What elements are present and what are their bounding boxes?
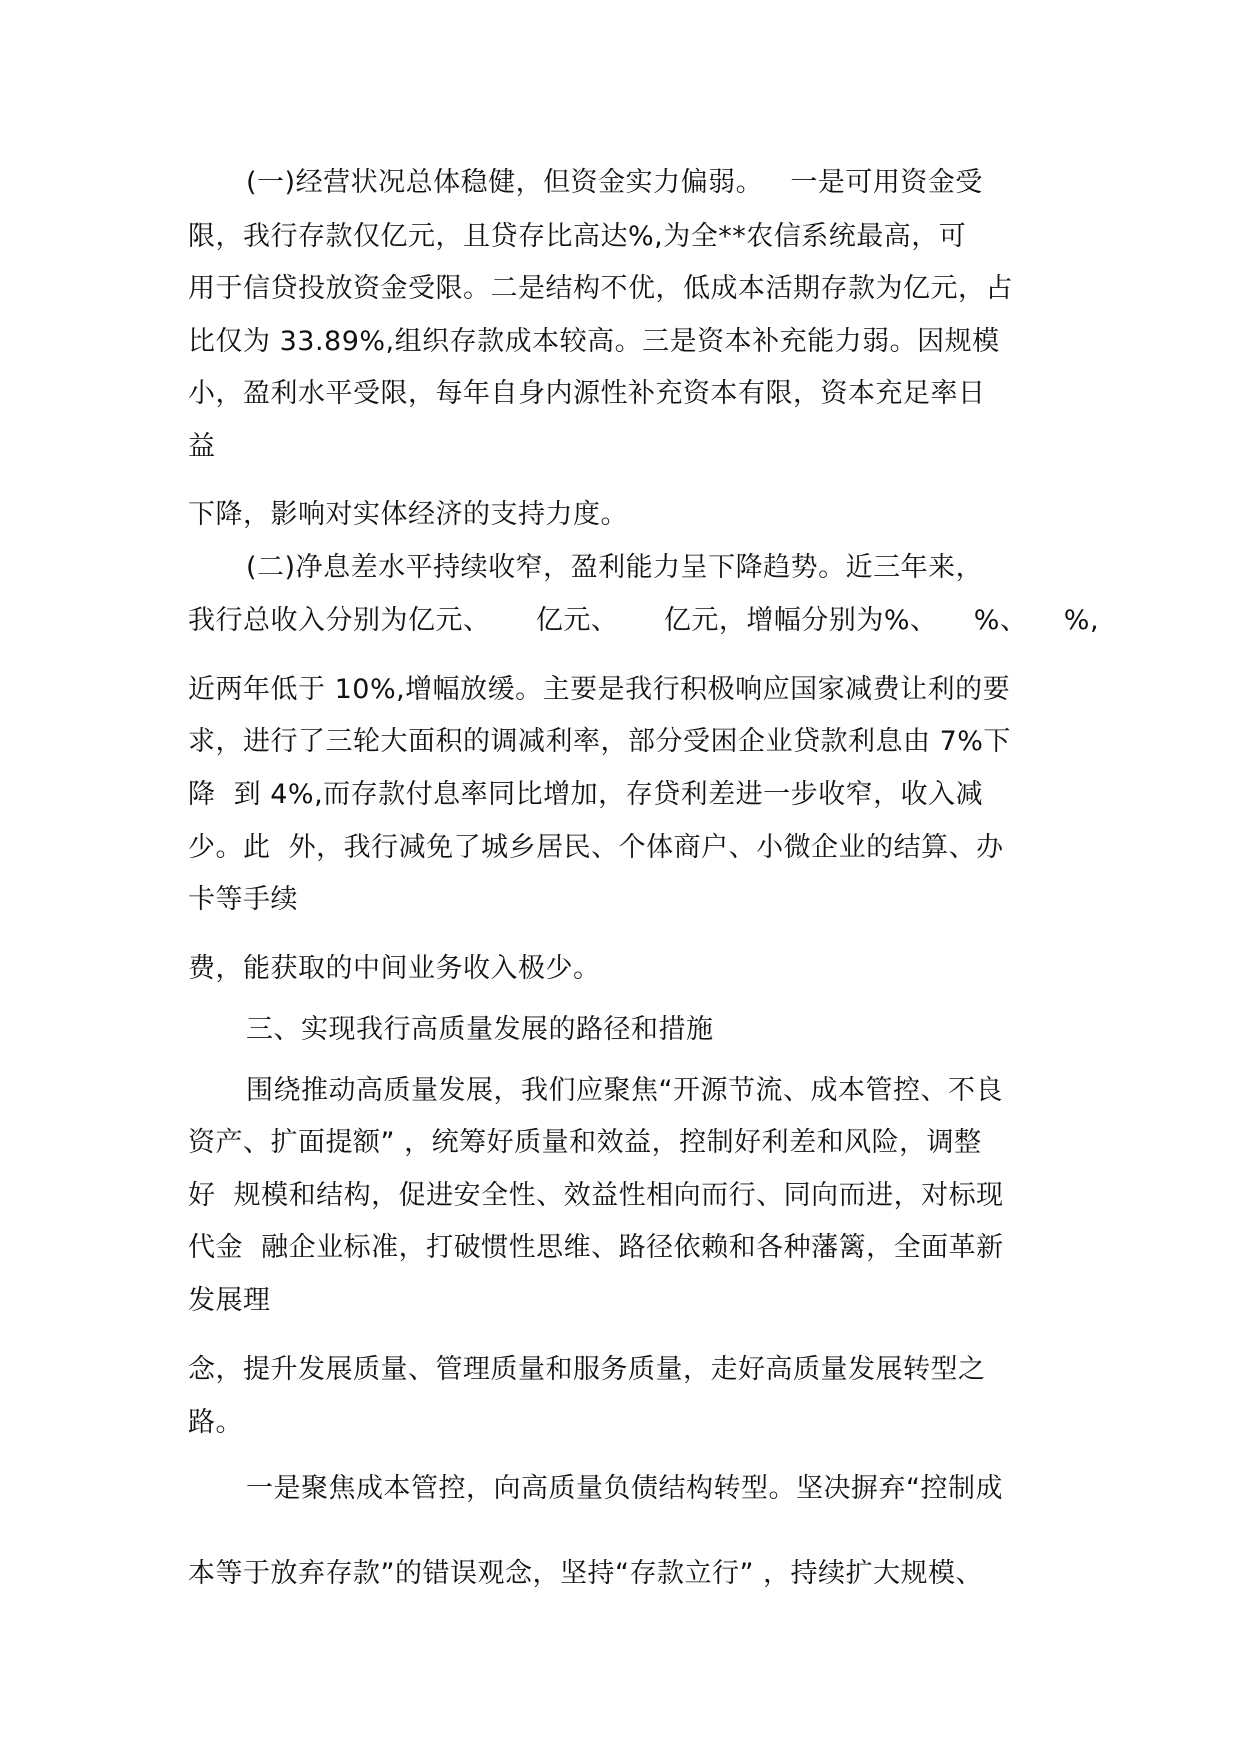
text-line: 少。此 外，我行减免了城乡居民、个体商户、小微企业的结算、办 [188,832,1004,863]
text-line: 代金 融企业标准，打破惯性思维、路径依赖和各种藩篱，全面革新 [188,1232,1004,1263]
text-line: 比仅为 33.89%,组织存款成本较高。三是资本补充能力弱。因规模 [188,326,1000,357]
text-line: 降 到 4%,而存款付息率同比增加，存贷利差进一步收窄，收入减 [188,779,984,810]
text-line: 用于信贷投放资金受限。二是结构不优，低成本活期存款为亿元，占 [188,273,1013,304]
text-line: 资产、扩面提额” ，统筹好质量和效益，控制好利差和风险，调整 [188,1127,982,1158]
text-line: 益 [188,431,216,462]
text-line: 近两年低于 10%,增幅放缓。主要是我行积极响应国家减费让利的要 [188,674,1011,705]
text-line: 好 规模和结构，促进安全性、效益性相向而行、同向而进，对标现 [188,1180,1004,1211]
text-line: 发展理 [188,1285,271,1316]
text-line: 下降，影响对实体经济的支持力度。 [188,499,628,530]
text-line: 围绕推动高质量发展，我们应聚焦“开源节流、成本管控、不良 [246,1075,1003,1106]
text-line: 路。 [188,1407,243,1438]
text-line: 我行总收入分别为亿元、 亿元、 亿元，增幅分别为%、 %、 %, [188,605,1100,636]
text-line: (二)净息差水平持续收窄，盈利能力呈下降趋势。近三年来， [246,552,984,583]
section-heading: 三、实现我行高质量发展的路径和措施 [246,1014,714,1045]
text-line: 本等于放弃存款”的错误观念，坚持“存款立行” ，持续扩大规模、 [188,1558,984,1589]
text-line: 一是聚焦成本管控，向高质量负债结构转型。坚决摒弃“控制成 [246,1473,1003,1504]
text-line: (一)经营状况总体稳健，但资金实力偏弱。 一是可用资金受 [246,167,983,198]
text-line: 卡等手续 [188,884,298,915]
text-line: 求，进行了三轮大面积的调减利率，部分受困企业贷款利息由 7%下 [188,726,1011,757]
text-line: 念，提升发展质量、管理质量和服务质量，走好高质量发展转型之 [188,1354,986,1385]
text-line: 限，我行存款仅亿元，且贷存比高达%,为全**农信系统最高，可 [188,221,967,252]
text-line: 小，盈利水平受限，每年自身内源性补充资本有限，资本充足率日 [188,378,986,409]
text-line: 费，能获取的中间业务收入极少。 [188,953,601,984]
